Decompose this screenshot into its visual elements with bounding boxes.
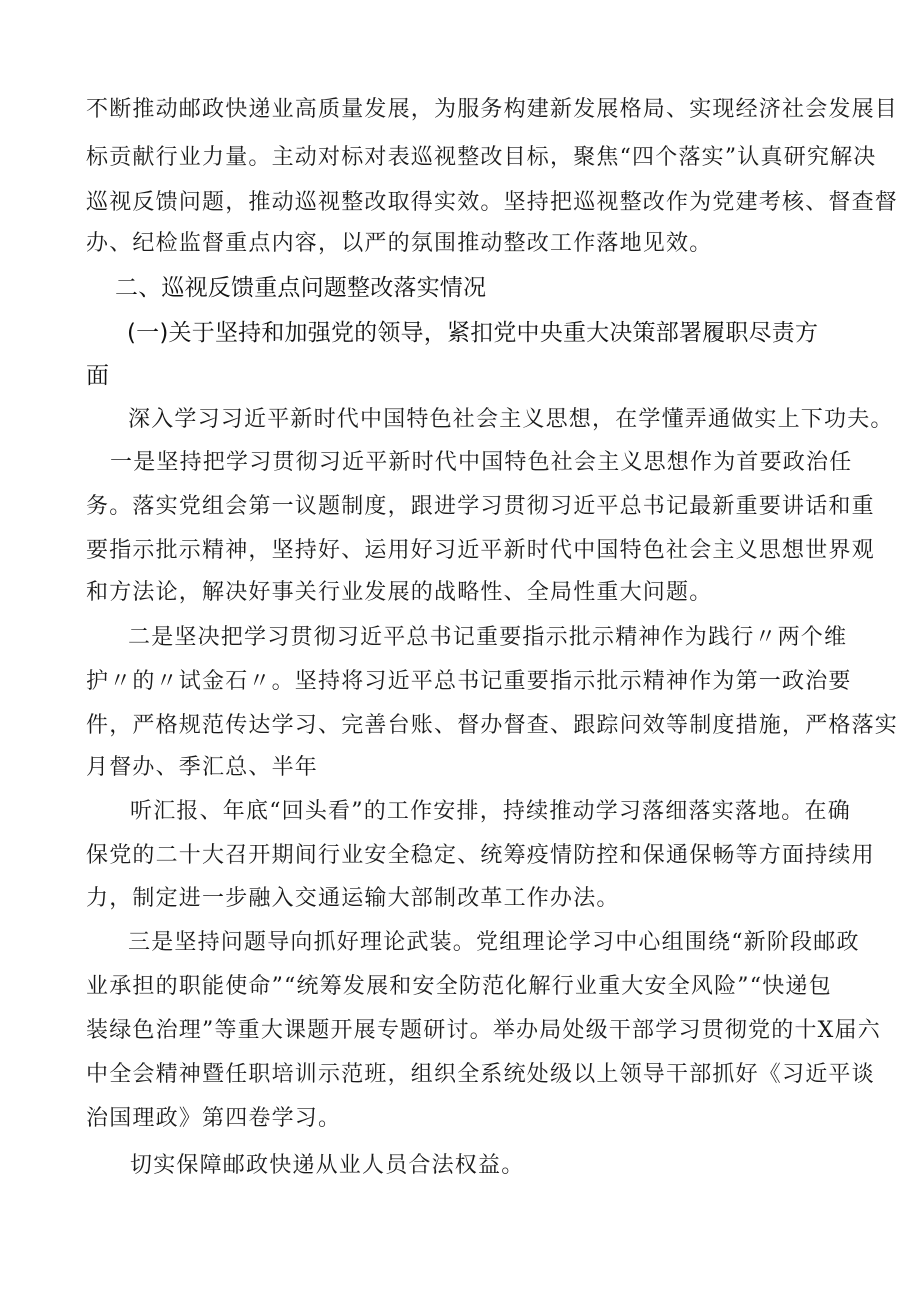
paragraph-line: 件，严格规范传达学习、完善台账、督办督查、跟踪问效等制度措施，严格落实 (86, 713, 899, 738)
paragraph-line: 办、纪检监督重点内容，以严的氛围推动整改工作落地见效。 (86, 231, 713, 256)
paragraph-line: 月督办、季汇总、半年 (86, 755, 319, 780)
section-heading: 二、巡视反馈重点问题整改落实情况 (115, 275, 487, 301)
paragraph-line: 听汇报、年底“回头看”的工作安排，持续推动学习落细落实落地。在确 (130, 799, 851, 824)
paragraph-line: 护〃的〃试金石〃。坚持将习近平总书记重要指示批示精神作为第一政治要 (86, 669, 852, 694)
paragraph-line: 一是坚持把学习贯彻习近平新时代中国特色社会主义思想作为首要政治任 (110, 450, 853, 475)
paragraph-line: 力，制定进一步融入交通运输大部制改革工作办法。 (86, 886, 620, 911)
paragraph-line: 装绿色治理”等重大课题开展专题研讨。举办局处级干部学习贯彻党的十X届六 (86, 1018, 881, 1043)
paragraph-line: 不断推动邮政快递业高质量发展，为服务构建新发展格局、实现经济社会发展目 (86, 97, 899, 122)
paragraph-line: 深入学习习近平新时代中国特色社会主义思想，在学懂弄通做实上下功夫。 (128, 407, 894, 432)
paragraph-line: 巡视反馈问题，推动巡视整改取得实效。坚持把巡视整改作为党建考核、督查督 (86, 190, 899, 215)
paragraph-line: 业承担的职能使命”“统筹发展和安全防范化解行业重大安全风险”“快递包 (86, 974, 832, 999)
paragraph-line: 切实保障邮政快递从业人员合法权益。 (130, 1153, 525, 1178)
paragraph-line: 保党的二十大召开期间行业安全稳定、统筹疫情防控和保通保畅等方面持续用 (86, 843, 875, 868)
paragraph-line: 中全会精神暨任职培训示范班，组织全系统处级以上领导干部抓好《习近平谈 (86, 1062, 875, 1087)
subsection-heading: (一)关于坚持和加强党的领导，紧扣党中央重大决策部署履职尽责方 (127, 320, 819, 346)
paragraph-line: 二是坚决把学习贯彻习近平总书记重要指示批示精神作为践行〃两个维 (128, 625, 848, 650)
paragraph-line: 务。落实党组会第一议题制度，跟进学习贯彻习近平总书记最新重要讲话和重 (86, 494, 875, 519)
paragraph-line: 标贡献行业力量。主动对标对表巡视整改目标，聚焦“四个落实”认真研究解决 (86, 145, 877, 170)
paragraph-line: 和方法论，解决好事关行业发展的战略性、全局性重大问题。 (86, 580, 713, 605)
paragraph-line: 要指示批示精神，坚持好、运用好习近平新时代中国特色社会主义思想世界观 (86, 538, 875, 563)
paragraph-line: 三是坚持问题导向抓好理论武装。党组理论学习中心组围绕“新阶段邮政 (128, 930, 860, 955)
subsection-heading-cont: 面 (86, 363, 110, 389)
paragraph-line: 治国理政》第四卷学习。 (86, 1106, 342, 1131)
